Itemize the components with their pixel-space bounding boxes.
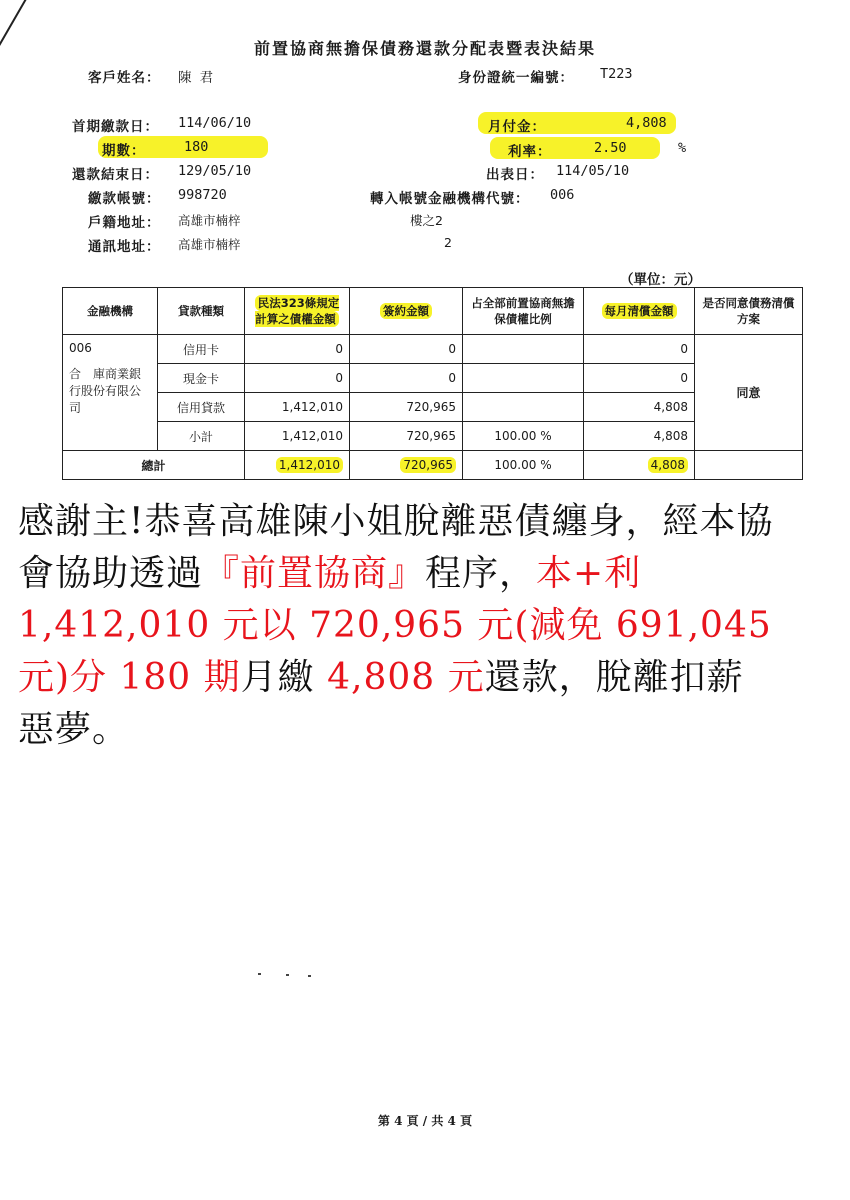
header-bank: 金融機構: [63, 288, 158, 335]
household-address-value: 高雄市楠梓: [178, 213, 241, 228]
note-red-1: 『前置協商』: [203, 553, 426, 594]
monthly-cell: 4,808: [584, 422, 695, 451]
ratio-cell: [463, 335, 584, 364]
loan-type-cell: 信用卡: [158, 335, 245, 364]
total-monthly: 4,808: [648, 457, 688, 473]
issue-date-label: 出表日：: [486, 167, 544, 183]
loan-type-cell: 現金卡: [158, 364, 245, 393]
claim-cell: 0: [245, 335, 350, 364]
account-value: 998720: [178, 187, 227, 203]
bank-code-label: 轉入帳號金融機構代號：: [370, 191, 530, 207]
header-claim-text: 民法323條規定計算之債權金額: [255, 296, 340, 326]
distribution-table: [62, 287, 803, 480]
scan-speck: [308, 975, 311, 977]
rate-value: 2.50: [594, 140, 627, 156]
table-row: [63, 335, 803, 364]
periods-label: 期數：: [102, 143, 146, 159]
total-contract-cell: [350, 451, 463, 480]
mail-address-value: 高雄市楠梓: [178, 237, 241, 252]
header-ratio: 占全部前置協商無擔保債權比例: [463, 288, 584, 335]
account-label: 繳款帳號：: [88, 191, 161, 207]
note-text-3: 月繳: [240, 657, 315, 698]
table-header-row: [63, 288, 803, 335]
contract-cell: 0: [350, 335, 463, 364]
total-claim-cell: [245, 451, 350, 480]
contract-cell: 720,965: [350, 393, 463, 422]
contract-cell: 720,965: [350, 422, 463, 451]
ratio-cell: 100.00 %: [463, 422, 584, 451]
total-label: 總計: [63, 451, 245, 480]
mail-address-tail: 2: [444, 235, 452, 250]
total-contract: 720,965: [400, 457, 456, 473]
household-address-tail: 樓之2: [410, 213, 443, 228]
bank-code: 006: [69, 341, 92, 355]
header-loan-type: 貸款種類: [158, 288, 245, 335]
first-payment-value: 114/06/10: [178, 115, 252, 131]
note-text-1: 感謝主!恭喜高雄陳小姐脫離惡債纏身，經本協會協助透過: [18, 501, 774, 594]
document-title: 前置協商無擔保債務還款分配表暨表決結果: [253, 39, 596, 58]
scan-speck: [286, 974, 289, 976]
claim-cell: 0: [245, 364, 350, 393]
total-agree-empty: [695, 451, 803, 480]
monthly-cell: 4,808: [584, 393, 695, 422]
total-ratio: 100.00 %: [463, 451, 584, 480]
contract-cell: 0: [350, 364, 463, 393]
ratio-cell: [463, 393, 584, 422]
total-monthly-cell: [584, 451, 695, 480]
customer-name-label: 客戶姓名：: [88, 70, 161, 86]
header-contract-text: 簽約金額: [380, 303, 432, 319]
table-row: [63, 364, 803, 393]
note-text-4: 還款，脫離扣薪惡夢。: [18, 657, 744, 750]
first-payment-label: 首期繳款日：: [72, 119, 159, 135]
note-red-3: 4,808 元: [314, 657, 485, 698]
mail-address-label: 通訊地址：: [88, 239, 161, 255]
header-contract: [350, 288, 463, 335]
total-row: [63, 451, 803, 480]
table-row: [63, 393, 803, 422]
rate-unit: %: [678, 140, 687, 156]
claim-cell: 1,412,010: [245, 422, 350, 451]
header-claim: [245, 288, 350, 335]
periods-value: 180: [184, 139, 209, 155]
loan-type-cell: 小計: [158, 422, 245, 451]
header-monthly-text: 每月清償金額: [602, 303, 677, 319]
end-date-label: 還款結束日：: [72, 167, 159, 183]
household-address-label: 戶籍地址：: [88, 215, 161, 231]
agree-cell: 同意: [695, 335, 803, 451]
bank-cell: [63, 335, 158, 451]
scan-speck: [258, 973, 261, 975]
ratio-cell: [463, 364, 584, 393]
monthly-label: 月付金：: [488, 119, 546, 135]
note-red-2: 本+利 1,412,010 元以 720,965 元(減免 691,045 元)分 180 期: [18, 553, 772, 698]
unit-label: （單位：元）: [620, 272, 701, 288]
page-footer: 第 4 頁 / 共 4 頁: [377, 1114, 473, 1128]
claim-cell: 1,412,010: [245, 393, 350, 422]
customer-name-value: 陳 君: [178, 70, 214, 86]
monthly-value: 4,808: [626, 115, 667, 131]
monthly-cell: 0: [584, 335, 695, 364]
bank-name: 合 庫商業銀行股份有限公司: [69, 367, 142, 415]
loan-type-cell: 信用貸款: [158, 393, 245, 422]
id-label: 身份證統一編號：: [458, 70, 574, 86]
bank-code-value: 006: [550, 187, 575, 203]
header-agree: 是否同意債務清償方案: [695, 288, 803, 335]
note-text-2: 程序，: [425, 553, 537, 594]
header-monthly: [584, 288, 695, 335]
rate-label: 利率：: [508, 144, 552, 160]
id-value: T223: [600, 66, 633, 82]
table-row: [63, 422, 803, 451]
issue-date-value: 114/05/10: [556, 163, 630, 179]
total-claim: 1,412,010: [276, 457, 343, 473]
end-date-value: 129/05/10: [178, 163, 252, 179]
monthly-cell: 0: [584, 364, 695, 393]
testimonial-note: [18, 496, 778, 756]
